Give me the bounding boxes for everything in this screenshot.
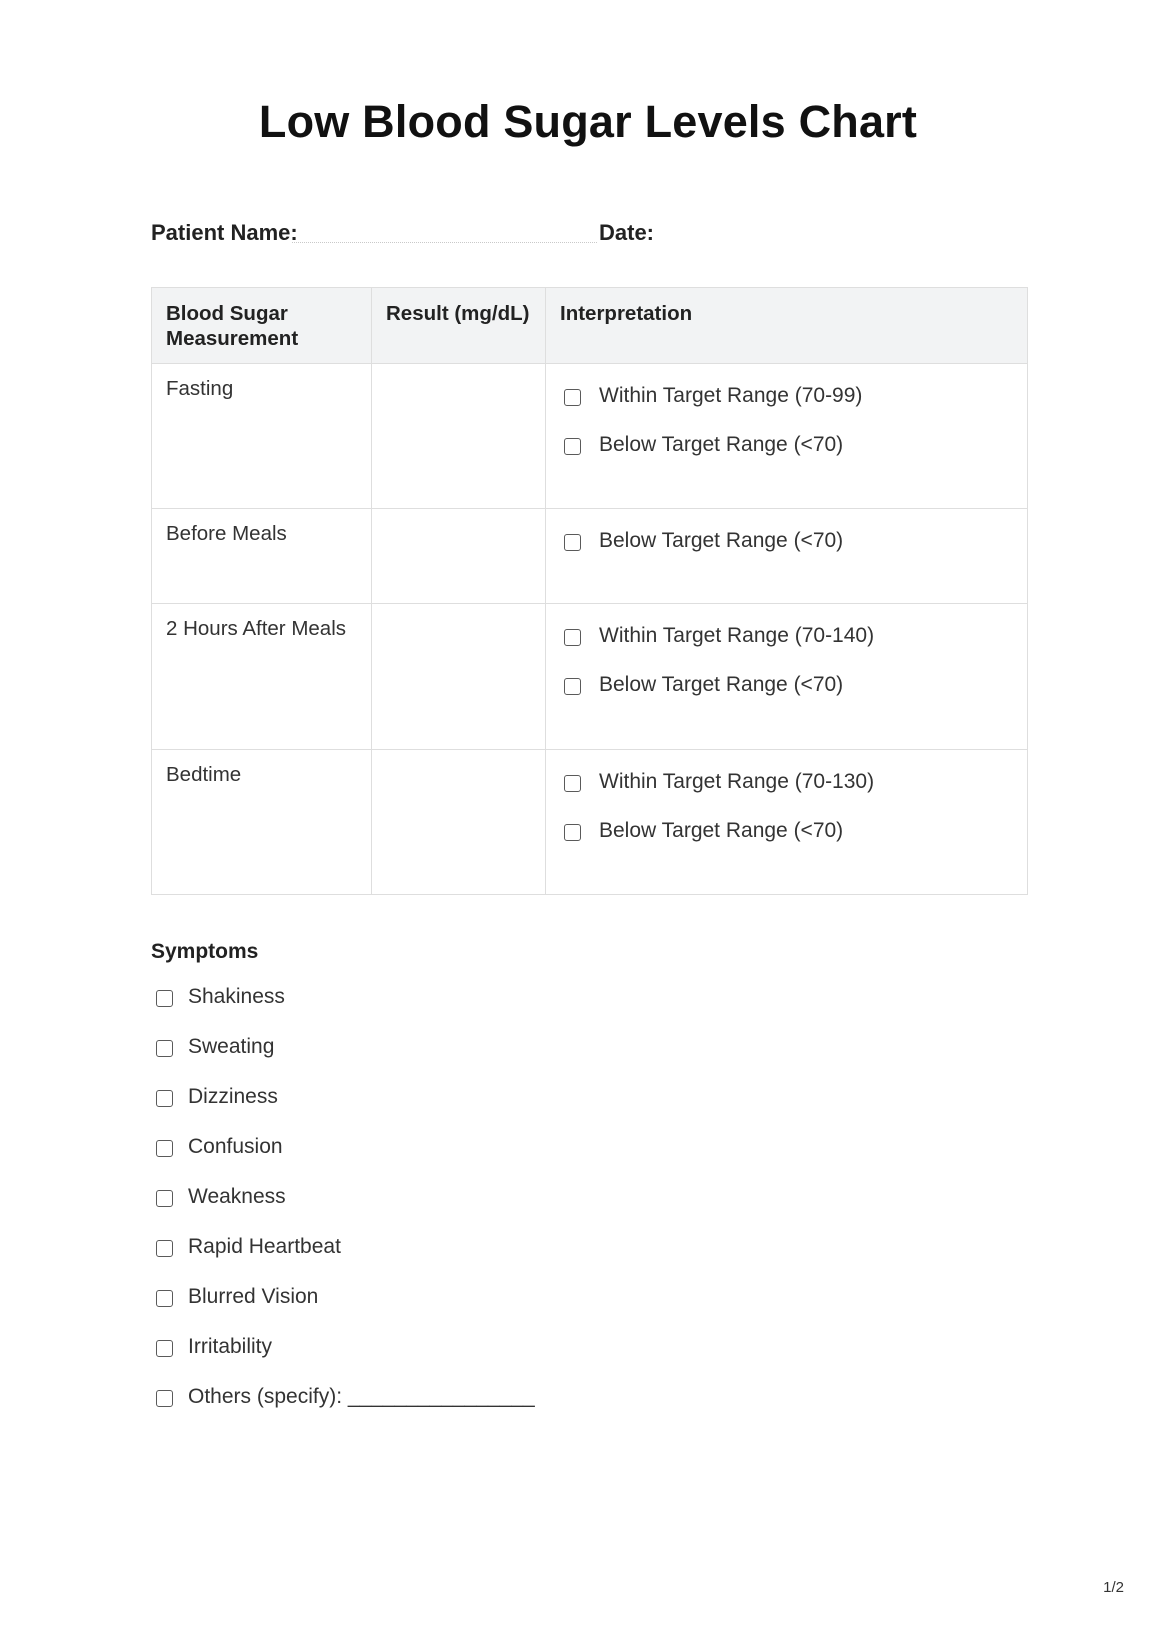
- symptom-label: Others (specify): ________________: [188, 1385, 535, 1408]
- result-cell[interactable]: [372, 364, 546, 509]
- symptom-item[interactable]: [151, 1234, 535, 1260]
- symptom-label: Shakiness: [188, 985, 285, 1008]
- symptom-item[interactable]: [151, 1184, 535, 1210]
- empty-checkbox-icon[interactable]: [564, 824, 581, 841]
- interpretation-cell: [546, 750, 1028, 895]
- patient-name-field[interactable]: [292, 242, 597, 243]
- table-row-fasting: [152, 364, 1028, 509]
- symptom-item[interactable]: [151, 1334, 535, 1360]
- interpretation-option[interactable]: [560, 672, 1013, 697]
- symptom-item[interactable]: [151, 1134, 535, 1160]
- option-label: Below Target Range (<70): [599, 672, 844, 696]
- empty-checkbox-icon[interactable]: [564, 775, 581, 792]
- symptom-list: [151, 984, 535, 1434]
- patient-name-label: Patient Name:: [151, 220, 298, 245]
- empty-checkbox-icon[interactable]: [156, 1140, 173, 1157]
- blood-sugar-table: [151, 287, 1028, 895]
- symptom-label: Rapid Heartbeat: [188, 1235, 341, 1258]
- empty-checkbox-icon[interactable]: [564, 629, 581, 646]
- page-title: Low Blood Sugar Levels Chart: [258, 96, 918, 147]
- empty-checkbox-icon[interactable]: [564, 678, 581, 695]
- option-label: Below Target Range (<70): [599, 818, 844, 842]
- symptom-item[interactable]: [151, 1034, 535, 1060]
- empty-checkbox-icon[interactable]: [564, 389, 581, 406]
- empty-checkbox-icon[interactable]: [564, 438, 581, 455]
- measurement-cell: 2 Hours After Meals: [152, 604, 372, 750]
- interpretation-option[interactable]: [560, 528, 1013, 553]
- result-cell[interactable]: [372, 750, 546, 895]
- header-interpretation: Interpretation: [546, 288, 1028, 364]
- empty-checkbox-icon[interactable]: [156, 1290, 173, 1307]
- interpretation-cell: [546, 509, 1028, 604]
- date-label: Date:: [599, 220, 655, 245]
- empty-checkbox-icon[interactable]: [156, 1340, 173, 1357]
- table-row-bedtime: [152, 750, 1028, 895]
- empty-checkbox-icon[interactable]: [156, 990, 173, 1007]
- option-label: Within Target Range (70-140): [599, 623, 875, 647]
- symptom-label: Weakness: [188, 1185, 286, 1208]
- symptom-label: Dizziness: [188, 1085, 278, 1108]
- empty-checkbox-icon[interactable]: [156, 1190, 173, 1207]
- table-header-row: [152, 288, 1028, 364]
- result-cell[interactable]: [372, 604, 546, 750]
- interpretation-option[interactable]: [560, 432, 1013, 457]
- symptoms-heading: Symptoms: [151, 940, 259, 963]
- interpretation-cell: [546, 604, 1028, 750]
- symptom-label: Confusion: [188, 1135, 283, 1158]
- interpretation-cell: [546, 364, 1028, 509]
- interpretation-option[interactable]: [560, 769, 1013, 794]
- interpretation-option[interactable]: [560, 818, 1013, 843]
- symptom-item[interactable]: [151, 984, 535, 1010]
- table-row-after-meals: [152, 604, 1028, 750]
- empty-checkbox-icon[interactable]: [156, 1390, 173, 1407]
- interpretation-option[interactable]: [560, 383, 1013, 408]
- measurement-cell: Before Meals: [152, 509, 372, 604]
- symptom-label: Sweating: [188, 1035, 275, 1058]
- symptom-label: Blurred Vision: [188, 1285, 319, 1308]
- measurement-cell: Bedtime: [152, 750, 372, 895]
- option-label: Within Target Range (70-99): [599, 383, 863, 407]
- empty-checkbox-icon[interactable]: [156, 1090, 173, 1107]
- symptom-item[interactable]: [151, 1284, 535, 1310]
- option-label: Below Target Range (<70): [599, 528, 844, 552]
- option-label: Within Target Range (70-130): [599, 769, 875, 793]
- result-cell[interactable]: [372, 509, 546, 604]
- header-result: Result (mg/dL): [372, 288, 546, 364]
- table-row-before-meals: [152, 509, 1028, 604]
- measurement-cell: Fasting: [152, 364, 372, 509]
- symptom-item[interactable]: [151, 1084, 535, 1110]
- header-measurement: Blood Sugar Measurement: [152, 288, 372, 364]
- page-number: 1/2: [1103, 1579, 1124, 1596]
- option-label: Below Target Range (<70): [599, 432, 844, 456]
- interpretation-option[interactable]: [560, 623, 1013, 648]
- symptom-item-others[interactable]: [151, 1384, 535, 1410]
- empty-checkbox-icon[interactable]: [156, 1240, 173, 1257]
- symptom-label: Irritability: [188, 1335, 273, 1358]
- empty-checkbox-icon[interactable]: [156, 1040, 173, 1057]
- empty-checkbox-icon[interactable]: [564, 534, 581, 551]
